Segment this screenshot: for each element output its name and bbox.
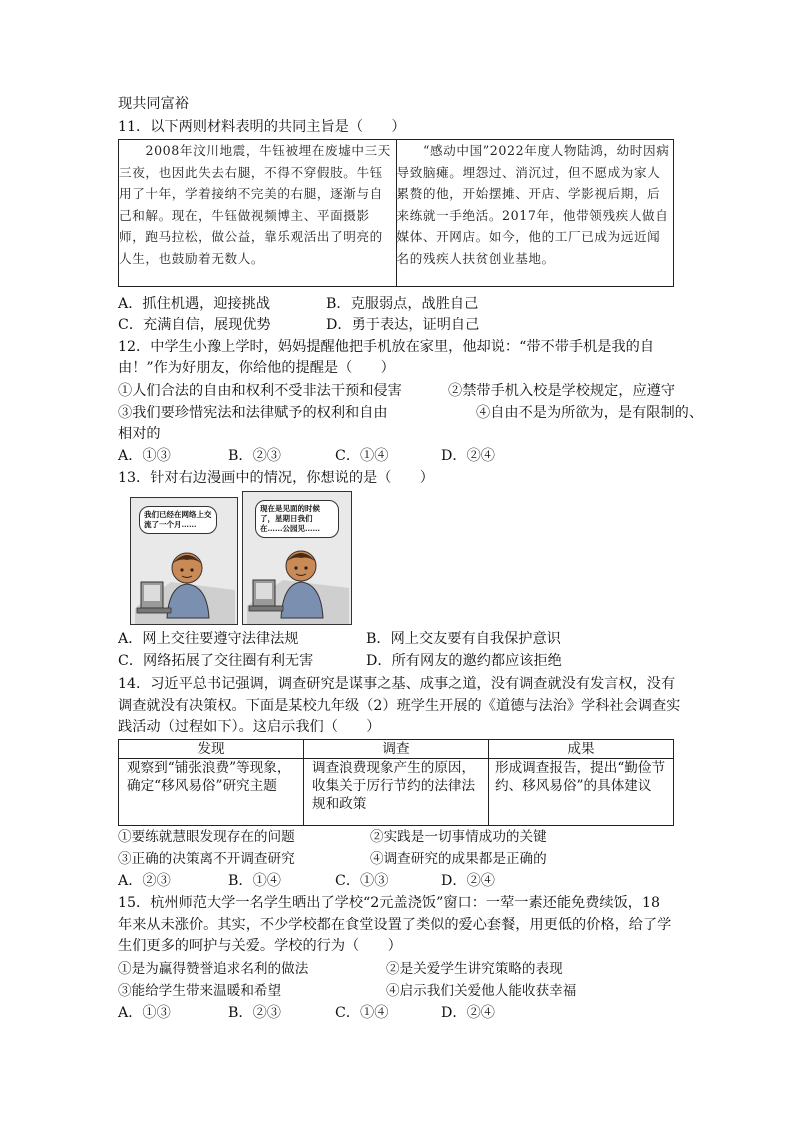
q12-option-d[interactable]: D．②④ (441, 448, 495, 464)
q12-option-b[interactable]: B．②③ (228, 448, 281, 464)
q14-item-3: ③正确的决策离不开调查研究 (118, 851, 295, 867)
q14-item-1: ①要练就慧眼发现存在的问题 (118, 829, 295, 845)
comic-bubble-right: 现在是见面的时候了，星期日我们在……公园见…… (255, 500, 339, 538)
q14-col-survey-head: 调查 (304, 740, 489, 759)
q14-stem-line-3: 践活动（过程如下）。这启示我们（ ） (118, 719, 381, 735)
q12-item-1: ①人们合法的自由和权利不受非法干预和侵害 (118, 383, 402, 399)
q14-col-discover-body: 观察到“铺张浪费”等现象，确定“移风易俗”研究主题 (119, 759, 304, 826)
q14-option-c[interactable]: C．①③ (335, 873, 389, 889)
q14-option-b[interactable]: B．①④ (228, 873, 281, 889)
q14-item-2: ②实践是一切事情成功的关键 (370, 829, 547, 845)
q12-item-4-cont: 相对的 (118, 426, 161, 442)
q11-stem: 11．以下两则材料表明的共同主旨是（ ） (118, 119, 406, 135)
q15-option-b[interactable]: B．②③ (228, 1005, 281, 1021)
q12-stem-line-2: 由！”作为好朋友，你给他的提醒是（ ） (118, 360, 395, 376)
q11-option-b[interactable]: B．克服弱点，战胜自己 (326, 296, 479, 312)
q12-item-2: ②禁带手机入校是学校规定，应遵守 (448, 383, 676, 399)
q12-stem-line-1: 12．中学生小豫上学时，妈妈提醒他把手机放在家里，他却说：“带不带手机是我的自 (118, 339, 655, 355)
q15-item-4: ④启示我们关爱他人能收获幸福 (386, 983, 577, 999)
q11-material-left: 2008年汶川地震，牛钰被埋在废墟中三天三夜，也因此失去右腿，不得不穿假肢。牛钰用了十年，学着接纳不完美的右腿，逐渐与自己和解。现在，牛钰做视频博主、平面摄影师，跑马拉松，做公益，靠乐观活出了明亮的人生，也鼓励着无数人。 (119, 140, 397, 287)
q14-stem-line-1: 14．习近平总书记强调，调查研究是谋事之基、成事之道，没有调查就没有发言权，没有 (118, 676, 676, 692)
continuation-line: 现共同富裕 (118, 96, 189, 112)
q14-col-result-body: 形成调查报告，提出“勤俭节约、移风易俗”的具体建议 (489, 759, 674, 826)
q14-col-result-head: 成果 (489, 740, 674, 759)
q11-option-a[interactable]: A．抓住机遇，迎接挑战 (118, 296, 271, 312)
comic-panel-left (130, 497, 238, 625)
q14-stem-line-2: 调查就没有决策权。下面是某校九年级（2）班学生开展的《道德与法治》学科社会调查实 (118, 698, 681, 714)
q11-option-c[interactable]: C．充满自信，展现优势 (118, 317, 271, 333)
q14-col-discover-head: 发现 (119, 740, 304, 759)
q15-stem-line-1: 15．杭州师范大学一名学生晒出了学校“2元盖浇饭”窗口：一荤一素还能免费续饭，18 (118, 895, 661, 911)
q12-option-a[interactable]: A．①③ (118, 448, 171, 464)
q14-option-d[interactable]: D．②④ (441, 873, 495, 889)
q15-option-d[interactable]: D．②④ (441, 1005, 495, 1021)
q14-process-table (118, 739, 674, 826)
q15-stem-line-2: 年来从未涨价。其实，不少学校都在食堂设置了类似的爱心套餐，用更低的价格，给了学 (118, 917, 672, 933)
q13-option-c[interactable]: C．网络拓展了交往圈有利无害 (118, 653, 314, 669)
q15-item-3: ③能给学生带来温暖和希望 (118, 983, 282, 999)
q13-comic (130, 491, 352, 625)
q11-option-d[interactable]: D．勇于表达，证明自己 (326, 317, 480, 333)
q13-stem: 13．针对右边漫画中的情况，你想说的是（ ） (118, 470, 434, 486)
comic-panel-right (242, 491, 352, 625)
q15-option-c[interactable]: C．①④ (335, 1005, 389, 1021)
q13-option-d[interactable]: D．所有网友的邀约都应该拒绝 (366, 653, 562, 669)
q15-item-2: ②是关爱学生讲究策略的表现 (386, 961, 563, 977)
q12-item-3: ③我们要珍惜宪法和法律赋予的权利和自由 (118, 405, 388, 421)
q13-option-a[interactable]: A．网上交往要遵守法律法规 (118, 631, 299, 647)
q15-item-1: ①是为赢得赞誉追求名利的做法 (118, 961, 309, 977)
comic-bubble-left: 我们已经在网络上交流了一个月…… (139, 506, 217, 534)
q12-item-4: ④自由不是为所欲为，是有限制的、 (476, 405, 704, 421)
q15-option-a[interactable]: A．①③ (118, 1005, 171, 1021)
q11-material-table (118, 139, 674, 287)
q14-item-4: ④调查研究的成果都是正确的 (370, 851, 547, 867)
q14-col-survey-body: 调查浪费现象产生的原因，收集关于厉行节约的法律法规和政策 (304, 759, 489, 826)
q15-stem-line-3: 生们更多的呵护与关爱。学校的行为（ ） (118, 938, 402, 954)
q11-material-right: “感动中国”2022年度人物陆鸿，幼时因病导致脑瘫。埋怨过、消沉过，但不愿成为家人累赘的他，开始摆摊、开店、学影视后期，后来练就一手绝活。2017年，他带领残疾人做自媒体、开网店。如今，他的工厂已成为远近闻名的残疾人扶贫创业基地。 (396, 140, 674, 287)
q14-option-a[interactable]: A．②③ (118, 873, 171, 889)
q12-option-c[interactable]: C．①④ (335, 448, 389, 464)
q13-option-b[interactable]: B．网上交友要有自我保护意识 (366, 631, 561, 647)
